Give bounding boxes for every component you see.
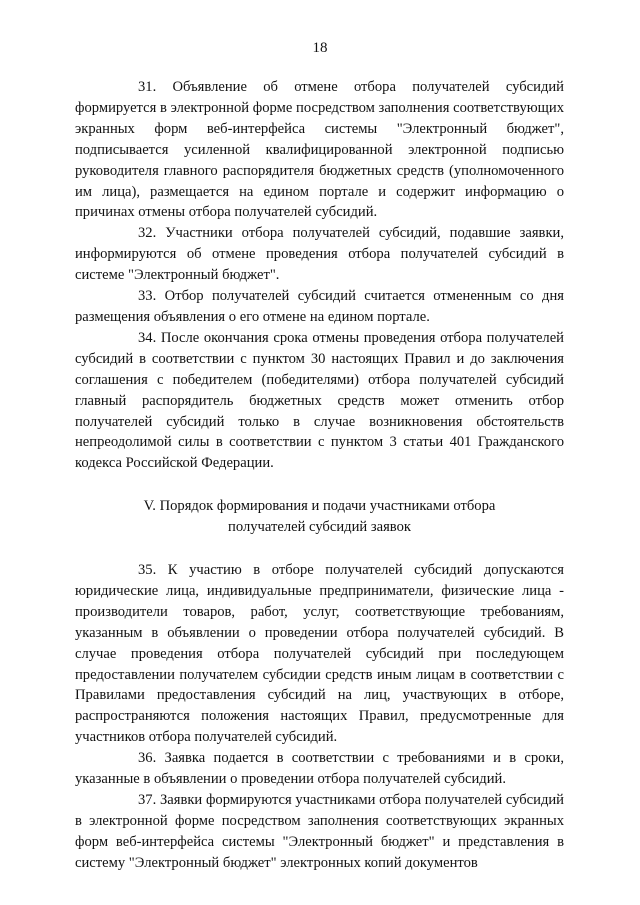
paragraph-37: 37. Заявки формируются участниками отбора получателей субсидий в электронной форме посредством заполнения соответствующих экранных форм веб-интерфейса системы "Электронный бюджет" и представления в систему "Электронный бюджет" электронных копий документов xyxy=(75,792,564,871)
paragraph-33: 33. Отбор получателей субсидий считается отмененным со дня размещения объявления о его отмене на едином портале. xyxy=(75,288,564,325)
page-number: 18 xyxy=(312,40,328,56)
paragraph-32: 32. Участники отбора получателей субсидий, подавшие заявки, информируются об отмене проведения отбора получателей субсидий в системе "Электронный бюджет". xyxy=(75,225,564,284)
paragraph-36: 36. Заявка подается в соответствии с требованиями и в сроки, указанные в объявлении о проведении отбора получателей субсидий. xyxy=(75,750,564,788)
paragraph-31: 31. Объявление об отмене отбора получателей субсидий формируется в электронной форме посредством заполнения соответствующих экранных форм веб-интерфейса системы "Электронный бюджет", подписывается усиленной квалифицированной электронной подписью руководителя главного распорядителя бюджетных средств (уполномоченного им лица), размещается на едином портале и содержит информацию о причинах отмены отбора получателей субсидий. xyxy=(75,79,564,221)
section-heading xyxy=(75,496,564,538)
paragraph-34: 34. После окончания срока отмены проведения отбора получателей субсидий в соответствии с пунктом 30 настоящих Правил и до заключения соглашения с победителем (победителями) отбора получателей субсидий главный распорядитель бюджетных средств может отменить отбор получателей субсидий только в случае возникновения обстоятельств непреодолимой силы в соответствии с пунктом 3 статьи 401 Гражданского кодекса Российской Федерации. xyxy=(75,329,564,472)
section-heading-line-2: получателей субсидий заявок xyxy=(228,519,411,536)
document-body xyxy=(75,77,564,874)
section-heading-line-1: V. Порядок формирования и подачи участниками отбора xyxy=(143,498,496,515)
paragraph-35: 35. К участию в отборе получателей субсидий допускаются юридические лица, индивидуальные предприниматели, физические лица - производители товаров, работ, услуг, соответствующие требованиям, указанным в объявлении о проведении отбора получателей субсидий. В случае проведения отбора получателей субсидий при последующем предоставлении получателем субсидии средств иным лицам в соответствии с Правилами предоставления субсидий на лиц, участвующих в отборе, распространяются положения настоящих Правил, предусмотренные для участников отбора получателей субсидий. xyxy=(75,562,564,746)
